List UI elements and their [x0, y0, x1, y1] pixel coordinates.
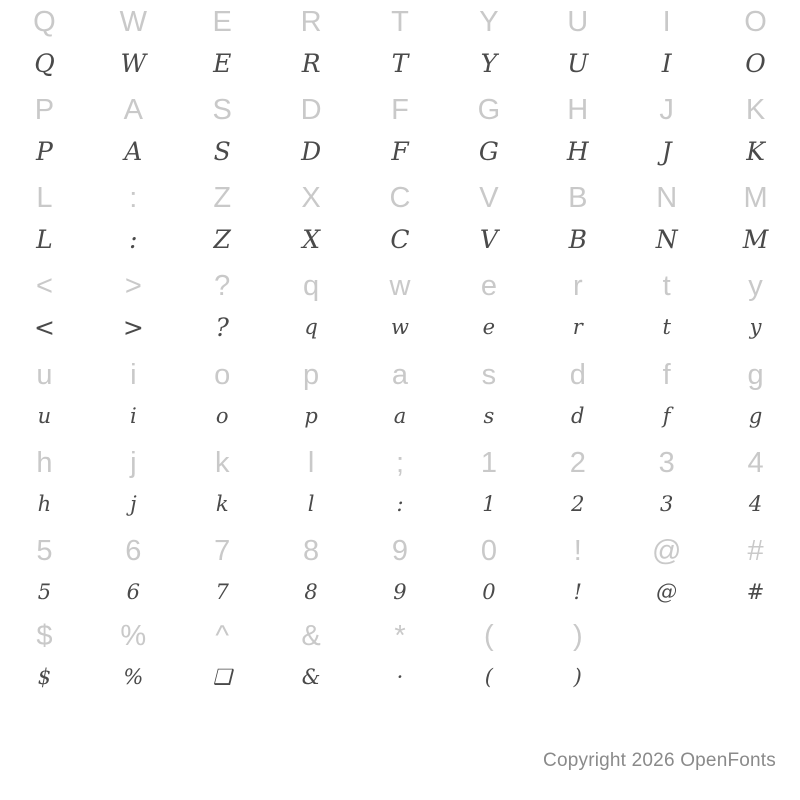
key-label: e: [480, 270, 497, 303]
glyph-cell: [0, 88, 89, 176]
key-label: J: [659, 93, 674, 126]
glyph-sample: :: [396, 492, 404, 517]
glyph-sample: 4: [748, 492, 763, 517]
glyph-sample: 8: [304, 580, 318, 605]
key-label: L: [36, 182, 53, 215]
glyph-sample: !: [573, 580, 582, 605]
key-label: 2: [569, 447, 586, 480]
glyph-sample: y: [749, 315, 762, 340]
glyph-sample: 1: [482, 492, 496, 517]
glyph-sample: o: [215, 403, 229, 428]
glyph-sample: Y: [480, 48, 498, 78]
key-label: s: [481, 358, 497, 391]
key-label: t: [662, 270, 671, 303]
glyph-cell: [89, 441, 178, 529]
key-label: a: [391, 358, 409, 391]
key-label: O: [744, 5, 767, 38]
glyph-cell: [533, 618, 622, 700]
key-label: U: [567, 5, 589, 38]
glyph-cell: [444, 353, 533, 441]
glyph-cell: [622, 88, 711, 176]
glyph-cell: [267, 530, 356, 618]
glyph-cell: [356, 530, 445, 618]
glyph-sample: f: [662, 403, 671, 428]
glyph-cell: [356, 265, 445, 353]
glyph-sample: q: [304, 315, 318, 340]
key-label: 6: [125, 535, 142, 568]
glyph-sample: k: [215, 492, 229, 517]
glyph-sample: r: [572, 315, 583, 340]
key-label: &: [301, 620, 321, 653]
key-label: 9: [391, 535, 409, 568]
glyph-cell: [0, 353, 89, 441]
glyph-cell: [356, 618, 445, 700]
glyph-sample: :: [129, 225, 138, 255]
key-label: (: [484, 620, 494, 653]
glyph-sample: a: [393, 403, 407, 428]
glyph-sample: K: [746, 136, 765, 166]
key-label: X: [301, 182, 321, 215]
glyph-cell: [0, 265, 89, 353]
glyph-sample: B: [568, 225, 587, 255]
glyph-cell: [267, 88, 356, 176]
glyph-cell: [178, 353, 267, 441]
glyph-cell: [711, 265, 800, 353]
glyph-cell: [622, 0, 711, 88]
key-label: *: [394, 620, 406, 653]
key-label: ): [572, 620, 583, 653]
glyph-sample: %: [123, 665, 144, 690]
glyph-cell: [711, 177, 800, 265]
glyph-cell: [533, 353, 622, 441]
glyph-sample: E: [213, 48, 232, 78]
glyph-sample: 9: [393, 580, 407, 605]
glyph-cell: [89, 618, 178, 700]
glyph-cell: [711, 441, 800, 529]
glyph-sample: U: [567, 48, 589, 78]
key-label: 8: [303, 535, 320, 568]
glyph-sample: p: [304, 403, 318, 428]
glyph-sample: e: [482, 315, 496, 340]
copyright-notice: Copyright 2026 OpenFonts: [543, 750, 776, 771]
glyph-sample: d: [571, 403, 585, 428]
glyph-sample: 3: [659, 492, 674, 517]
glyph-cell: [444, 265, 533, 353]
key-label: Z: [213, 182, 232, 215]
glyph-cell: [0, 441, 89, 529]
glyph-sample: 5: [37, 580, 52, 605]
key-label: i: [130, 358, 137, 391]
glyph-cell: [622, 441, 711, 529]
key-label: N: [656, 182, 678, 215]
glyph-sample: ❑: [212, 665, 232, 690]
glyph-sample: 2: [571, 492, 585, 517]
glyph-cell: [444, 0, 533, 88]
glyph-cell: [178, 618, 267, 700]
glyph-sample: D: [301, 136, 322, 166]
glyph-sample: O: [745, 48, 766, 78]
glyph-sample: H: [566, 136, 589, 166]
glyph-sample: (: [484, 665, 493, 690]
key-label: A: [123, 93, 143, 126]
glyph-cell: [267, 177, 356, 265]
key-label: 3: [658, 447, 675, 480]
key-label: D: [300, 93, 322, 126]
key-label: I: [662, 5, 671, 38]
glyph-cell: [267, 0, 356, 88]
glyph-cell: [178, 530, 267, 618]
glyph-cell: [444, 441, 533, 529]
glyph-sample: F: [391, 136, 409, 166]
glyph-cell: [178, 88, 267, 176]
key-label: Q: [33, 5, 56, 38]
glyph-cell: [711, 88, 800, 176]
glyph-sample: W: [120, 48, 147, 78]
glyph-cell: [267, 441, 356, 529]
glyph-cell: [178, 177, 267, 265]
glyph-sample: t: [662, 315, 671, 340]
glyph-sample: V: [479, 225, 498, 255]
key-label: #: [747, 535, 764, 568]
key-label: h: [36, 447, 53, 480]
glyph-cell: [356, 0, 445, 88]
key-label: y: [748, 270, 763, 303]
key-label: j: [130, 447, 137, 480]
key-label: @: [651, 535, 682, 568]
glyph-cell: [267, 618, 356, 700]
glyph-cell: [356, 353, 445, 441]
glyph-sample: w: [391, 315, 409, 340]
glyph-cell: [89, 177, 178, 265]
key-label: o: [214, 358, 231, 391]
glyph-sample: $: [37, 665, 52, 690]
glyph-sample: R: [301, 48, 321, 78]
glyph-sample: h: [37, 492, 52, 517]
glyph-sample: Q: [34, 48, 55, 78]
key-label: C: [389, 182, 411, 215]
glyph-cell: [0, 177, 89, 265]
key-label: T: [391, 5, 409, 38]
glyph-cell: [267, 265, 356, 353]
glyph-sample: 7: [215, 580, 229, 605]
key-label: P: [34, 93, 55, 126]
key-label: 7: [214, 535, 231, 568]
glyph-cell: [533, 88, 622, 176]
glyph-cell: [622, 530, 711, 618]
glyph-sample: ): [573, 665, 582, 690]
key-label: ;: [395, 447, 405, 480]
glyph-cell: [0, 530, 89, 618]
glyph-sample: Z: [213, 225, 231, 255]
glyph-sample: T: [391, 48, 409, 78]
key-label: d: [569, 358, 586, 391]
glyph-sample: A: [124, 136, 143, 166]
glyph-cell: [89, 0, 178, 88]
glyph-sample: g: [748, 403, 763, 428]
key-label: 4: [747, 447, 764, 480]
glyph-cell: [533, 177, 622, 265]
glyph-cell: [267, 353, 356, 441]
key-label: :: [129, 182, 138, 215]
glyph-cell: [444, 530, 533, 618]
glyph-cell: [622, 177, 711, 265]
glyph-cell: [356, 88, 445, 176]
glyph-sample: C: [390, 225, 410, 255]
glyph-sample: @: [656, 580, 678, 605]
glyph-cell: [89, 88, 178, 176]
glyph-cell: [533, 265, 622, 353]
key-label: l: [307, 447, 315, 480]
key-label: p: [303, 358, 320, 391]
glyph-cell: [89, 353, 178, 441]
glyph-sample: j: [130, 492, 137, 517]
glyph-cell: [178, 265, 267, 353]
key-label: >: [124, 270, 142, 303]
glyph-cell: [444, 177, 533, 265]
glyph-cell: [356, 177, 445, 265]
glyph-cell: [89, 265, 178, 353]
glyph-cell: [533, 0, 622, 88]
glyph-cell: [89, 530, 178, 618]
glyph-cell: [711, 530, 800, 618]
glyph-sample: P: [36, 136, 53, 166]
glyph-cell: [622, 265, 711, 353]
glyph-cell: [533, 441, 622, 529]
glyph-sample: I: [661, 48, 672, 78]
key-label: E: [212, 5, 232, 38]
key-label: S: [212, 93, 232, 126]
key-label: <: [35, 270, 53, 303]
glyph-sample: X: [302, 225, 320, 255]
glyph-sample: l: [307, 492, 315, 517]
glyph-cell: [533, 530, 622, 618]
glyph-cell: [356, 441, 445, 529]
key-label: W: [119, 5, 147, 38]
key-label: 1: [480, 447, 497, 480]
key-label: %: [120, 620, 147, 653]
key-label: 0: [480, 535, 497, 568]
glyph-cell: [444, 88, 533, 176]
key-label: g: [747, 358, 764, 391]
glyph-sample: s: [483, 403, 495, 428]
key-label: !: [573, 535, 582, 568]
glyph-sample: ?: [215, 313, 229, 343]
glyph-sample: #: [746, 580, 765, 605]
glyph-cell: [444, 618, 533, 700]
key-label: V: [479, 182, 499, 215]
key-label: f: [662, 358, 671, 391]
key-label: F: [391, 93, 409, 126]
glyph-sample: J: [661, 136, 672, 166]
key-label: w: [389, 270, 411, 303]
key-label: K: [745, 93, 766, 126]
glyph-sample: S: [213, 136, 231, 166]
glyph-sample: u: [37, 403, 52, 428]
glyph-sample: <: [33, 313, 55, 343]
key-label: ^: [215, 620, 230, 653]
glyph-sample: >: [122, 313, 144, 343]
glyph-sample: L: [36, 225, 53, 255]
glyph-sample: ·: [396, 665, 404, 690]
key-label: Y: [479, 5, 499, 38]
key-label: k: [214, 447, 230, 480]
glyph-cell: [178, 441, 267, 529]
glyph-cell: [0, 0, 89, 88]
glyph-sample: 0: [482, 580, 496, 605]
key-label: R: [300, 5, 322, 38]
glyph-cell: [0, 618, 89, 700]
key-label: q: [303, 270, 320, 303]
glyph-sample: &: [301, 665, 321, 690]
glyph-sample: i: [129, 403, 137, 428]
key-label: M: [743, 182, 768, 215]
glyph-sample: 6: [126, 580, 140, 605]
glyph-cell: [711, 0, 800, 88]
glyph-sample: N: [655, 225, 678, 255]
key-label: ?: [214, 270, 231, 303]
key-label: u: [36, 358, 53, 391]
key-label: B: [568, 182, 588, 215]
glyph-cell: [622, 353, 711, 441]
glyph-cell: [711, 353, 800, 441]
key-label: G: [477, 93, 501, 126]
glyph-sample: M: [742, 225, 769, 255]
key-label: $: [36, 620, 53, 653]
key-label: H: [567, 93, 589, 126]
glyph-cell: [178, 0, 267, 88]
glyph-sample: G: [478, 136, 499, 166]
key-label: 5: [36, 535, 53, 568]
key-label: r: [572, 270, 583, 303]
